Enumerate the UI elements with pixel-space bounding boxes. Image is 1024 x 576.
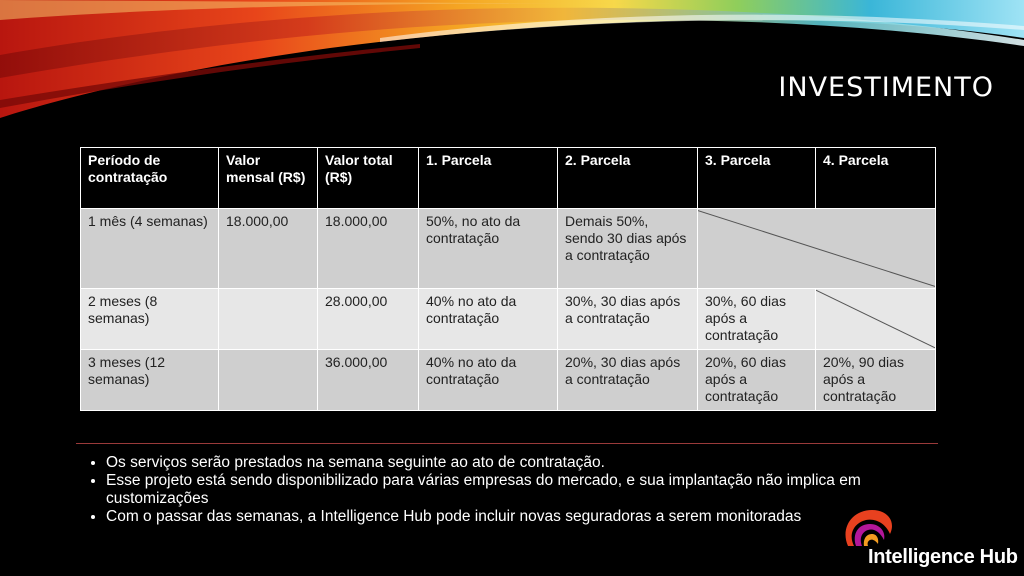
- table-cell: 20%, 60 dias após a contratação: [698, 350, 816, 411]
- table-cell: 1 mês (4 semanas): [81, 209, 219, 289]
- rainbow-banner: [0, 0, 1024, 130]
- note-item: • Com o passar das semanas, a Intelligence Hub pode incluir novas seguradoras a serem monitoradas: [106, 508, 866, 526]
- header-installment-3: 3. Parcela: [698, 148, 816, 209]
- table-cell: 20%, 30 dias após a contratação: [558, 350, 698, 411]
- header-period: Período de contratação: [81, 148, 219, 209]
- notes-list: [84, 454, 866, 526]
- table-cell: [219, 289, 318, 350]
- empty-cell-diagonal: [816, 289, 936, 350]
- section-divider: [76, 443, 938, 444]
- table-cell: 28.000,00: [318, 289, 419, 350]
- table-row: [81, 289, 936, 350]
- diagonal-line: [698, 209, 935, 288]
- note-item: • Os serviços serão prestados na semana seguinte ao ato de contratação.: [106, 454, 866, 472]
- table-row: [81, 350, 936, 411]
- header-monthly-value: Valor mensal (R$): [219, 148, 318, 209]
- intelligence-hub-logo: [838, 506, 1018, 572]
- table-cell: Demais 50%, sendo 30 dias após a contratação: [558, 209, 698, 289]
- diagonal-line: [816, 289, 935, 349]
- table-cell: 50%, no ato da contratação: [419, 209, 558, 289]
- header-installment-1: 1. Parcela: [419, 148, 558, 209]
- table-cell: [219, 350, 318, 411]
- table-cell: 30%, 30 dias após a contratação: [558, 289, 698, 350]
- table-header-row: [81, 148, 936, 209]
- logo-text: Intelligence Hub: [868, 546, 1018, 568]
- page-title: INVESTIMENTO: [778, 72, 994, 103]
- header-installment-2: 2. Parcela: [558, 148, 698, 209]
- table-cell: 18.000,00: [219, 209, 318, 289]
- table-cell: 30%, 60 dias após a contratação: [698, 289, 816, 350]
- table-cell: 40% no ato da contratação: [419, 350, 558, 411]
- header-installment-4: 4. Parcela: [816, 148, 936, 209]
- table-cell: 18.000,00: [318, 209, 419, 289]
- table-row: [81, 209, 936, 289]
- empty-cell-diagonal: [698, 209, 936, 289]
- table-cell: 2 meses (8 semanas): [81, 289, 219, 350]
- note-item: • Esse projeto está sendo disponibilizado para várias empresas do mercado, e sua implantação não implica em customizações: [106, 472, 866, 508]
- header-total-value: Valor total (R$): [318, 148, 419, 209]
- table-cell: 40% no ato da contratação: [419, 289, 558, 350]
- investment-table: [80, 147, 936, 411]
- table-cell: 3 meses (12 semanas): [81, 350, 219, 411]
- table-cell: 36.000,00: [318, 350, 419, 411]
- table-cell: 20%, 90 dias após a contratação: [816, 350, 936, 411]
